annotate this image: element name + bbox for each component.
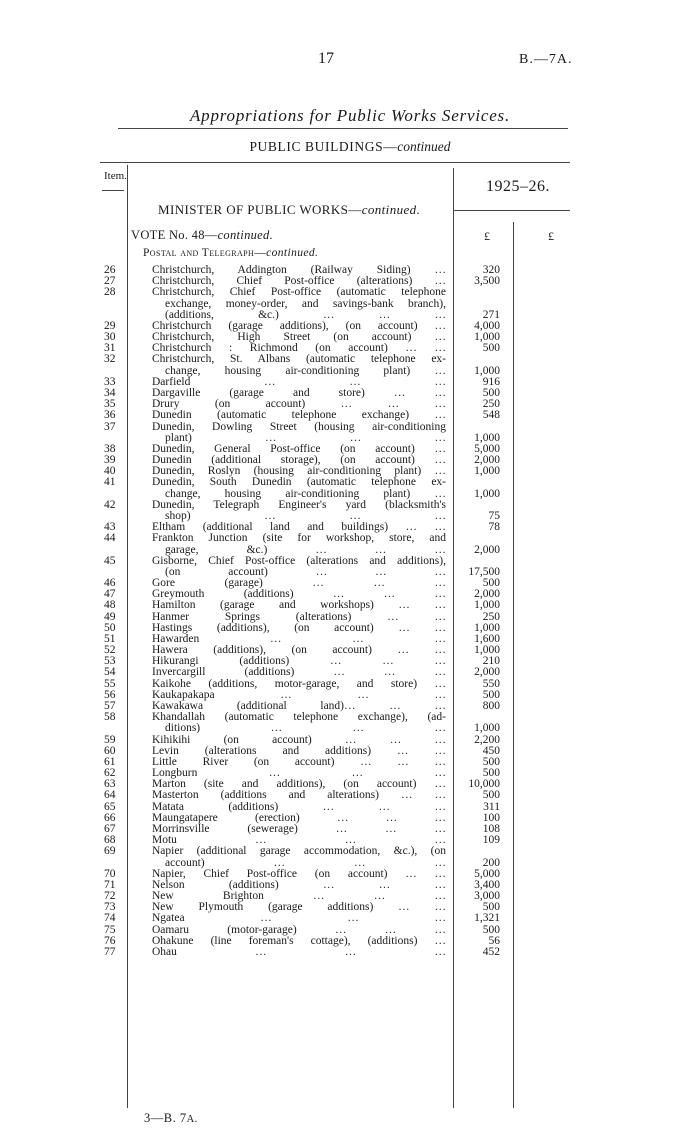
item-amount: 4,000 [474, 319, 500, 332]
item-description: Ohau … … … [152, 945, 446, 958]
item-number: 52 [104, 644, 116, 657]
item-amount: 250 [482, 398, 500, 411]
item-amount: 10,000 [468, 778, 500, 791]
item-description: Dunedin, Roslyn (housing air-conditioning plant) … [152, 465, 446, 478]
item-description: Hikurangi (additions) … … … [152, 655, 446, 668]
item-number: 26 [104, 264, 116, 276]
item-number: 70 [104, 867, 116, 880]
item-description: Dunedin (automatic telephone exchange) … [152, 409, 446, 422]
section-main: Postal and Telegraph— [143, 247, 267, 259]
item-number: 74 [104, 912, 116, 925]
item-number: 55 [104, 677, 116, 690]
item-number: 77 [104, 945, 116, 958]
item-amount: 1,000 [474, 644, 500, 657]
item-amount: 1,000 [474, 331, 500, 344]
item-number: 32 [104, 353, 116, 366]
item-number: 40 [104, 465, 116, 478]
item-description-continued: account) … … … [165, 856, 446, 869]
item-description: Levin (alterations and additions) … … [152, 744, 446, 757]
item-amount: 56 [488, 934, 500, 947]
item-description: Marton (site and additions), (on account) … [152, 778, 446, 791]
item-number: 67 [104, 823, 116, 835]
item-amount: 311 [483, 800, 500, 813]
item-number: 50 [104, 621, 116, 634]
item-amount: 500 [482, 901, 500, 914]
item-number: 66 [104, 811, 116, 824]
currency-symbol-total: £ [548, 229, 554, 243]
item-number: 35 [104, 398, 116, 411]
item-description: Dunedin (additional storage), (on account) … [152, 454, 446, 467]
item-number: 71 [104, 878, 116, 891]
item-description: New Plymouth (garage additions) … … [152, 901, 446, 914]
item-description: Ohakune (line foreman's cottage), (additions) … [152, 934, 446, 947]
item-amount: 3,500 [474, 275, 500, 288]
page-number: 17 [318, 50, 334, 67]
item-description-continued: plant) … … … [165, 431, 446, 444]
item-number: 42 [104, 498, 116, 511]
item-amount: 200 [482, 856, 500, 869]
item-number: 47 [104, 588, 116, 601]
item-amount: 1,000 [474, 364, 500, 377]
item-number: 39 [104, 454, 116, 467]
item-number: 69 [104, 845, 116, 858]
item-amount: 2,000 [474, 454, 500, 467]
item-amount: 100 [482, 811, 500, 824]
item-number: 62 [104, 767, 116, 780]
item-description: Kaukapakapa … … … [152, 688, 446, 701]
item-amount: 1,000 [474, 621, 500, 634]
item-amount: 500 [482, 923, 500, 936]
item-amount: 1,000 [474, 465, 500, 478]
item-description: Darfield … … … [152, 375, 446, 388]
item-number: 58 [104, 711, 116, 724]
item-amount: 1,600 [474, 632, 500, 645]
item-number: 33 [104, 375, 116, 388]
item-description: Little River (on account) … … … [152, 755, 446, 768]
subtitle-main: PUBLIC BUILDINGS— [249, 139, 398, 154]
item-number: 27 [104, 275, 116, 288]
currency-symbol-amount: £ [484, 229, 490, 243]
item-description: Gisborne, Chief Post-office (alterations and additions), [152, 554, 446, 567]
item-amount: 1,321 [474, 912, 500, 925]
item-number: 63 [104, 778, 116, 791]
item-number: 65 [104, 800, 116, 813]
page-title: Appropriations for Public Works Services. [189, 106, 511, 125]
vote-continued: continued. [217, 228, 273, 242]
item-amount: 17,500 [468, 565, 500, 578]
item-number: 45 [104, 554, 116, 567]
year-column-header: 1925–26. [486, 178, 550, 195]
item-description: Dargaville (garage and store) … … [152, 386, 446, 399]
item-description: Masterton (additions and alterations) … … [152, 789, 446, 802]
item-amount: 109 [482, 834, 500, 847]
item-description-continued: shop) … … … [165, 509, 446, 522]
item-amount: 2,000 [474, 543, 500, 556]
item-amount: 500 [482, 688, 500, 701]
item-description-continued: change, housing air-conditioning plant) … [165, 364, 446, 377]
item-description: Napier (additional garage accommodation, &c.), (on [152, 845, 446, 858]
item-amount: 5,000 [474, 442, 500, 455]
item-number: 61 [104, 755, 116, 768]
item-description: Christchurch, Chief Post-office (alterations) … [152, 275, 446, 288]
item-description: Christchurch, St. Albans (automatic telephone ex- [152, 353, 446, 366]
section-continued: continued. [266, 247, 319, 259]
item-description: Christchurch : Richmond (on account) … … [152, 342, 446, 355]
item-description: Christchurch, Addington (Railway Siding) … [152, 264, 446, 276]
item-number: 48 [104, 599, 116, 612]
item-amount: 75 [488, 509, 500, 522]
item-number: 57 [104, 700, 116, 713]
item-description-continued: change, housing air-conditioning plant) … [165, 487, 446, 500]
signature-mark [144, 1111, 198, 1126]
item-description-continued: (additions, &c.) … … … [165, 308, 446, 321]
item-number: 43 [104, 521, 116, 534]
item-description: Gore (garage) … … … [152, 577, 446, 590]
item-amount: 548 [482, 409, 500, 422]
item-number: 51 [104, 632, 116, 645]
item-amount: 1,000 [474, 487, 500, 500]
item-number: 38 [104, 442, 116, 455]
item-number: 59 [104, 733, 116, 746]
item-number: 76 [104, 934, 116, 947]
item-description: Nelson (additions) … … … [152, 878, 446, 891]
item-amount: 500 [482, 577, 500, 590]
item-amount: 210 [482, 655, 500, 668]
item-number: 28 [104, 286, 116, 299]
item-description: Hanmer Springs (alterations) … … [152, 610, 446, 623]
item-number: 36 [104, 409, 116, 422]
vote-main: VOTE No. 48— [131, 228, 218, 242]
item-description: Christchurch, Chief Post-office (automatic telephone [152, 286, 446, 299]
document-reference: B.—7A. [519, 52, 573, 67]
item-description: Dunedin, General Post-office (on account) … [152, 442, 446, 455]
item-description: Dunedin, Dowling Street (housing air-conditioning [152, 420, 446, 433]
item-number: 31 [104, 342, 116, 355]
item-description: Khandallah (automatic telephone exchange), (ad- [152, 711, 446, 724]
item-amount: 3,400 [474, 878, 500, 891]
item-description: Dunedin, South Dunedin (automatic telephone ex- [152, 476, 446, 489]
item-amount: 916 [482, 375, 500, 388]
item-number: 41 [104, 476, 116, 489]
item-amount: 1,000 [474, 599, 500, 612]
item-description: Greymouth (additions) … … … [152, 588, 446, 601]
item-number: 53 [104, 655, 116, 668]
signature-main: 3—B. 7 [144, 1111, 187, 1125]
item-amount: 2,000 [474, 588, 500, 601]
item-number: 29 [104, 319, 116, 332]
item-description: Hamilton (garage and workshops) … … [152, 599, 446, 612]
item-description: Motu … … … [152, 834, 446, 847]
item-amount: 452 [482, 945, 500, 958]
item-description: Ngatea … … … [152, 912, 446, 925]
item-amount: 108 [482, 823, 500, 835]
item-number: 75 [104, 923, 116, 936]
item-description-continued: (on account) … … … [165, 565, 446, 578]
item-amount: 800 [482, 700, 500, 713]
item-number: 60 [104, 744, 116, 757]
item-column-header: Item. [104, 170, 127, 182]
item-description: Hawera (additions), (on account) … … [152, 644, 446, 657]
subtitle-continued: continued [397, 139, 451, 154]
item-amount: 2,200 [474, 733, 500, 746]
item-number: 34 [104, 386, 116, 399]
item-number: 54 [104, 666, 116, 679]
item-description: Christchurch (garage additions), (on account) … [152, 319, 446, 332]
item-number: 30 [104, 331, 116, 344]
item-amount: 550 [482, 677, 500, 690]
item-number: 56 [104, 688, 116, 701]
item-number: 64 [104, 789, 116, 802]
item-amount: 271 [482, 308, 500, 321]
item-amount: 3,000 [474, 890, 500, 903]
item-description: Hastings (additions), (on account) … … [152, 621, 446, 634]
item-amount: 250 [482, 610, 500, 623]
item-description: New Brighton … … … [152, 890, 446, 903]
item-description: Oamaru (motor-garage) … … … [152, 923, 446, 936]
item-amount: 1,000 [474, 431, 500, 444]
item-amount: 5,000 [474, 867, 500, 880]
item-amount: 320 [482, 264, 500, 276]
item-description-continued: exchange, money-order, and savings-bank branch), [165, 297, 446, 310]
item-number: 72 [104, 890, 116, 903]
item-amount: 500 [482, 342, 500, 355]
item-description: Kaikohe (additions, motor-garage, and store) … [152, 677, 446, 690]
item-description: Kihikihi (on account) … … … [152, 733, 446, 746]
item-description: Invercargill (additions) … … … [152, 666, 446, 679]
item-amount: 78 [488, 521, 500, 534]
item-amount: 450 [482, 744, 500, 757]
item-amount: 1,000 [474, 722, 500, 735]
item-description: Christchurch, High Street (on account) … [152, 331, 446, 344]
signature-small: A. [186, 1114, 198, 1125]
item-description: Dunedin, Telegraph Engineer's yard (blacksmith's [152, 498, 446, 511]
minister-main: MINISTER OF PUBLIC WORKS— [158, 202, 362, 217]
item-amount: 500 [482, 755, 500, 768]
item-description: Napier, Chief Post-office (on account) … … [152, 867, 446, 880]
item-description-continued: ditions) … … … [165, 722, 446, 735]
item-description: Matata (additions) … … … [152, 800, 446, 813]
minister-continued: continued. [361, 202, 421, 217]
item-amount: 500 [482, 789, 500, 802]
item-number: 49 [104, 610, 116, 623]
item-amount: 2,000 [474, 666, 500, 679]
item-description: Eltham (additional land and buildings) … … [152, 521, 446, 534]
item-number: 73 [104, 901, 116, 914]
item-number: 46 [104, 577, 116, 590]
item-description: Drury (on account) … … … [152, 398, 446, 411]
item-number: 44 [104, 532, 116, 545]
item-description: Morrinsville (sewerage) … … … [152, 823, 446, 835]
item-description: Kawakawa (additional land)… … … [152, 700, 446, 713]
item-description-continued: garage, &c.) … … … [165, 543, 446, 556]
item-description: Longburn … … … [152, 767, 446, 780]
item-amount: 500 [482, 767, 500, 780]
item-description: Maungatapere (erection) … … … [152, 811, 446, 824]
item-number: 37 [104, 420, 116, 433]
item-number: 68 [104, 834, 116, 847]
item-description: Frankton Junction (site for workshop, store, and [152, 532, 446, 545]
item-amount: 500 [482, 386, 500, 399]
item-description: Hawarden … … … [152, 632, 446, 645]
